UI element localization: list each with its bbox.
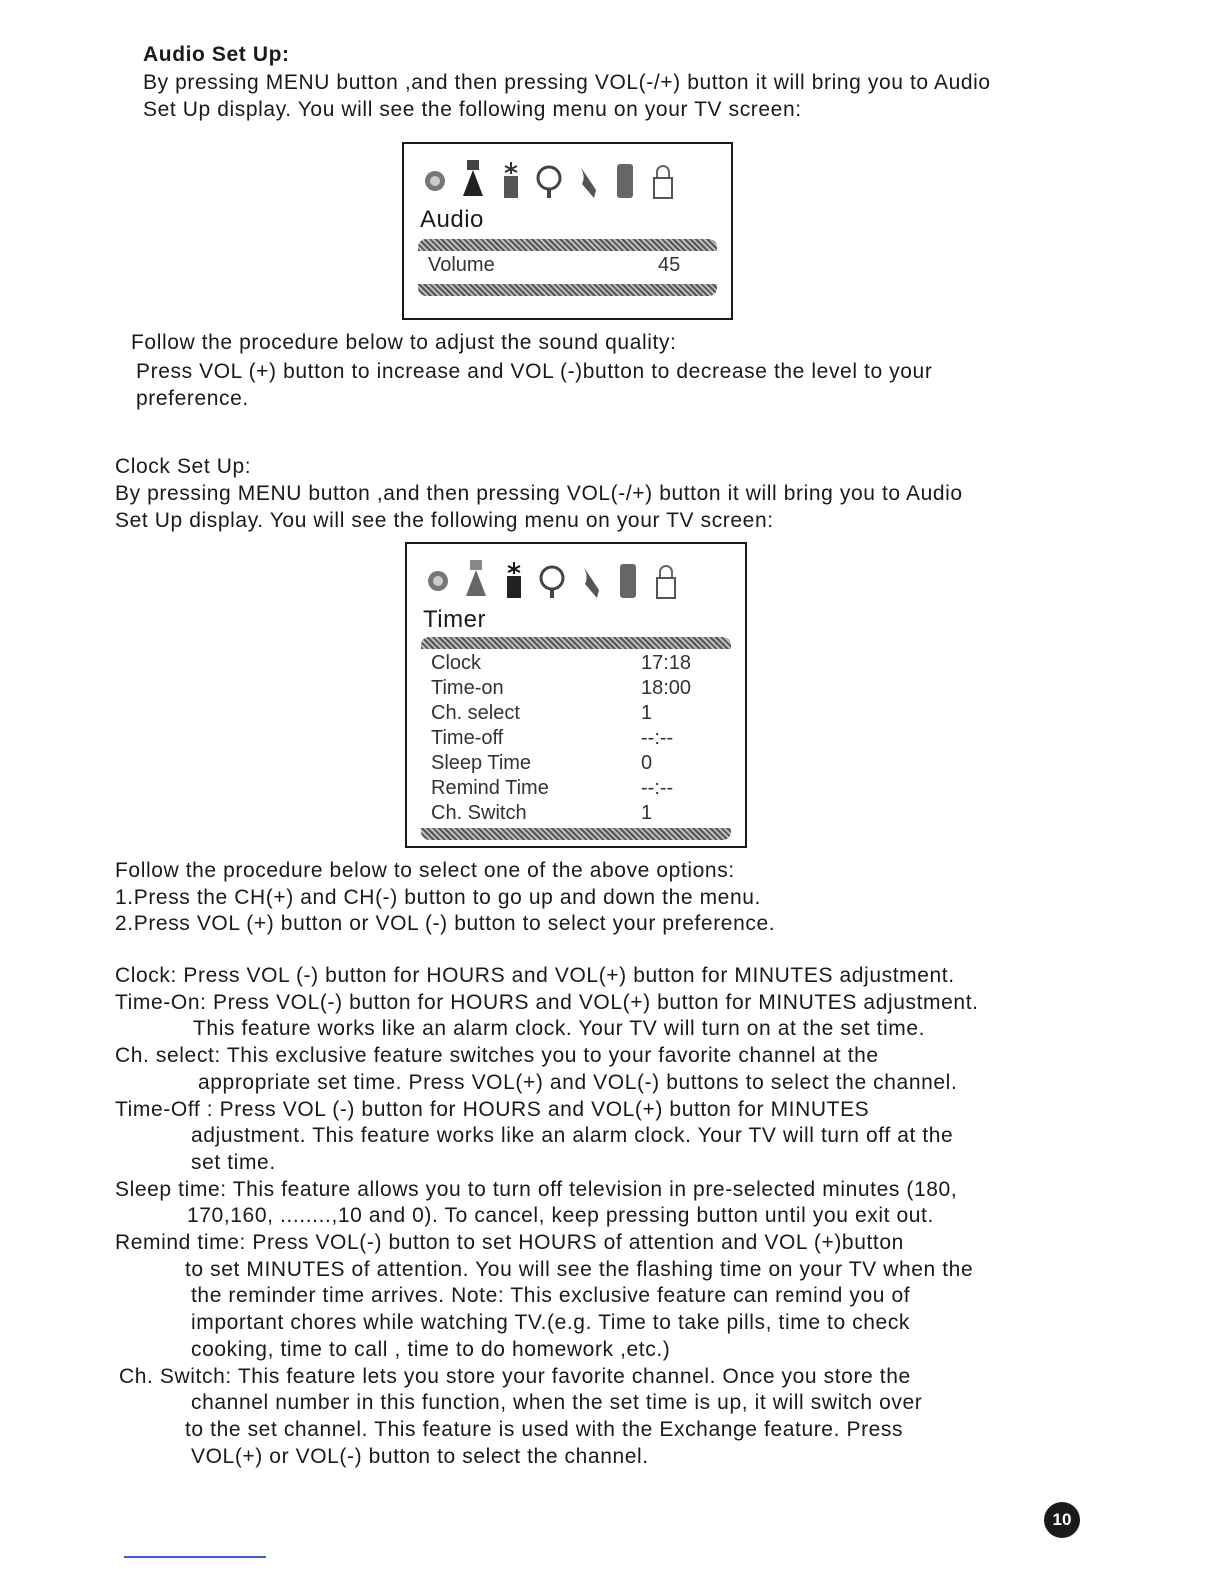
timer-row-value: --:-- (641, 777, 674, 799)
picture-icon (420, 154, 450, 200)
timer-menu-row (431, 802, 721, 827)
clock-intro-line-1: By pressing MENU button ,and then pressing VOL(-/+) button it will bring you to Audio (115, 482, 963, 505)
page-number: 10 (1044, 1502, 1080, 1538)
description-line: set time. (191, 1150, 276, 1174)
timer-menu-row (431, 677, 721, 702)
av-icon (610, 154, 640, 200)
footer-rule (124, 1556, 266, 1558)
description-line: important chores while watching TV.(e.g. Time to take pills, time to check (191, 1311, 911, 1335)
description-line: cooking, time to call , time to do homework ,etc.) (191, 1337, 671, 1361)
menu-top-bar (418, 239, 717, 251)
timer-row-label: Time-on (431, 677, 504, 699)
timer-row-value: 18:00 (641, 677, 692, 699)
lock-icon (648, 154, 678, 200)
audio-intro-line-1: By pressing MENU button ,and then pressing VOL(-/+) button it will bring you to Audio (143, 71, 991, 94)
menu-icon-strip (420, 154, 678, 200)
description-line: Remind time: Press VOL(-) button to set HOURS of attention and VOL (+)button (115, 1231, 904, 1254)
timer-row-label: Ch. Switch (431, 802, 527, 824)
timer-row-value: --:-- (641, 727, 674, 749)
clock-after-line-3: 2.Press VOL (+) button or VOL (-) button to select your preference. (115, 912, 776, 935)
timer-menu-screen (405, 542, 747, 848)
audio-after-line-2: Press VOL (+) button to increase and VOL (-)button to decrease the level to your (136, 360, 933, 383)
audio-icon (458, 154, 488, 200)
function-icon (572, 154, 602, 200)
menu-top-bar (421, 637, 731, 649)
volume-value: 45 (658, 254, 681, 276)
clock-after-line-2: 1.Press the CH(+) and CH(-) button to go up and down the menu. (115, 886, 761, 909)
description-line: Time-Off : Press VOL (-) button for HOURS and VOL(+) button for MINUTES (115, 1097, 870, 1121)
timer-menu-row (431, 727, 721, 752)
timer-row-label: Time-off (431, 727, 504, 749)
timer-menu-row (431, 652, 721, 677)
description-line: This feature works like an alarm clock. Your TV will turn on at the set time. (193, 1017, 926, 1041)
description-line: Sleep time: This feature allows you to turn off television in pre-selected minutes (180, (115, 1177, 958, 1201)
description-line: to set MINUTES of attention. You will see the flashing time on your TV when the (185, 1257, 974, 1281)
audio-icon (461, 554, 491, 600)
menu-bottom-bar (418, 284, 717, 296)
description-line: VOL(+) or VOL(-) button to select the channel. (191, 1444, 649, 1468)
timer-row-value: 1 (641, 702, 653, 724)
timer-row-label: Remind Time (431, 777, 549, 799)
timer-row-value: 1 (641, 802, 653, 824)
timer-icon (499, 554, 529, 600)
clock-intro-line-2: Set Up display. You will see the following menu on your TV screen: (115, 509, 774, 532)
timer-row-value: 17:18 (641, 652, 692, 674)
description-line: appropriate set time. Press VOL(+) and VOL(-) buttons to select the channel. (198, 1070, 958, 1094)
timer-menu-row (431, 752, 721, 777)
timer-row-label: Clock (431, 652, 482, 674)
description-line: Time-On: Press VOL(-) button for HOURS and VOL(+) button for MINUTES adjustment. (115, 990, 979, 1014)
description-line: Ch. Switch: This feature lets you store your favorite channel. Once you store the (119, 1364, 911, 1388)
clock-heading: Clock Set Up: (115, 455, 252, 478)
audio-heading: Audio Set Up: (143, 43, 290, 66)
audio-menu-title: Audio (420, 206, 484, 233)
setup-icon (537, 554, 567, 600)
function-icon (575, 554, 605, 600)
description-line: the reminder time arrives. Note: This exclusive feature can remind you of (191, 1284, 911, 1308)
description-line: to the set channel. This feature is used with the Exchange feature. Press (185, 1417, 904, 1441)
timer-row-label: Ch. select (431, 702, 520, 724)
description-line: Ch. select: This exclusive feature switches you to your favorite channel at the (115, 1044, 879, 1068)
timer-menu-row (431, 777, 721, 802)
description-line: Clock: Press VOL (-) button for HOURS and VOL(+) button for MINUTES adjustment. (115, 964, 955, 987)
clock-after-line-1: Follow the procedure below to select one of the above options: (115, 859, 735, 882)
timer-icon (496, 154, 526, 200)
audio-after-line-3: preference. (136, 387, 249, 410)
description-line: 170,160, ........,10 and 0). To cancel, keep pressing button until you exit out. (187, 1204, 934, 1228)
timer-menu-row (431, 702, 721, 727)
timer-row-value: 0 (641, 752, 653, 774)
av-icon (613, 554, 643, 600)
menu-bottom-bar (421, 828, 731, 840)
description-line: channel number in this function, when the set time is up, it will switch over (191, 1391, 923, 1415)
audio-intro-line-2: Set Up display. You will see the following menu on your TV screen: (143, 98, 802, 121)
volume-row (428, 254, 707, 279)
audio-menu-screen (402, 142, 733, 320)
lock-icon (651, 554, 681, 600)
description-line: adjustment. This feature works like an alarm clock. Your TV will turn off at the (191, 1124, 954, 1148)
audio-after-line-1: Follow the procedure below to adjust the sound quality: (131, 331, 677, 354)
timer-row-label: Sleep Time (431, 752, 532, 774)
volume-label: Volume (428, 254, 495, 276)
timer-menu-title: Timer (423, 606, 486, 633)
menu-icon-strip (423, 554, 681, 600)
picture-icon (423, 554, 453, 600)
setup-icon (534, 154, 564, 200)
